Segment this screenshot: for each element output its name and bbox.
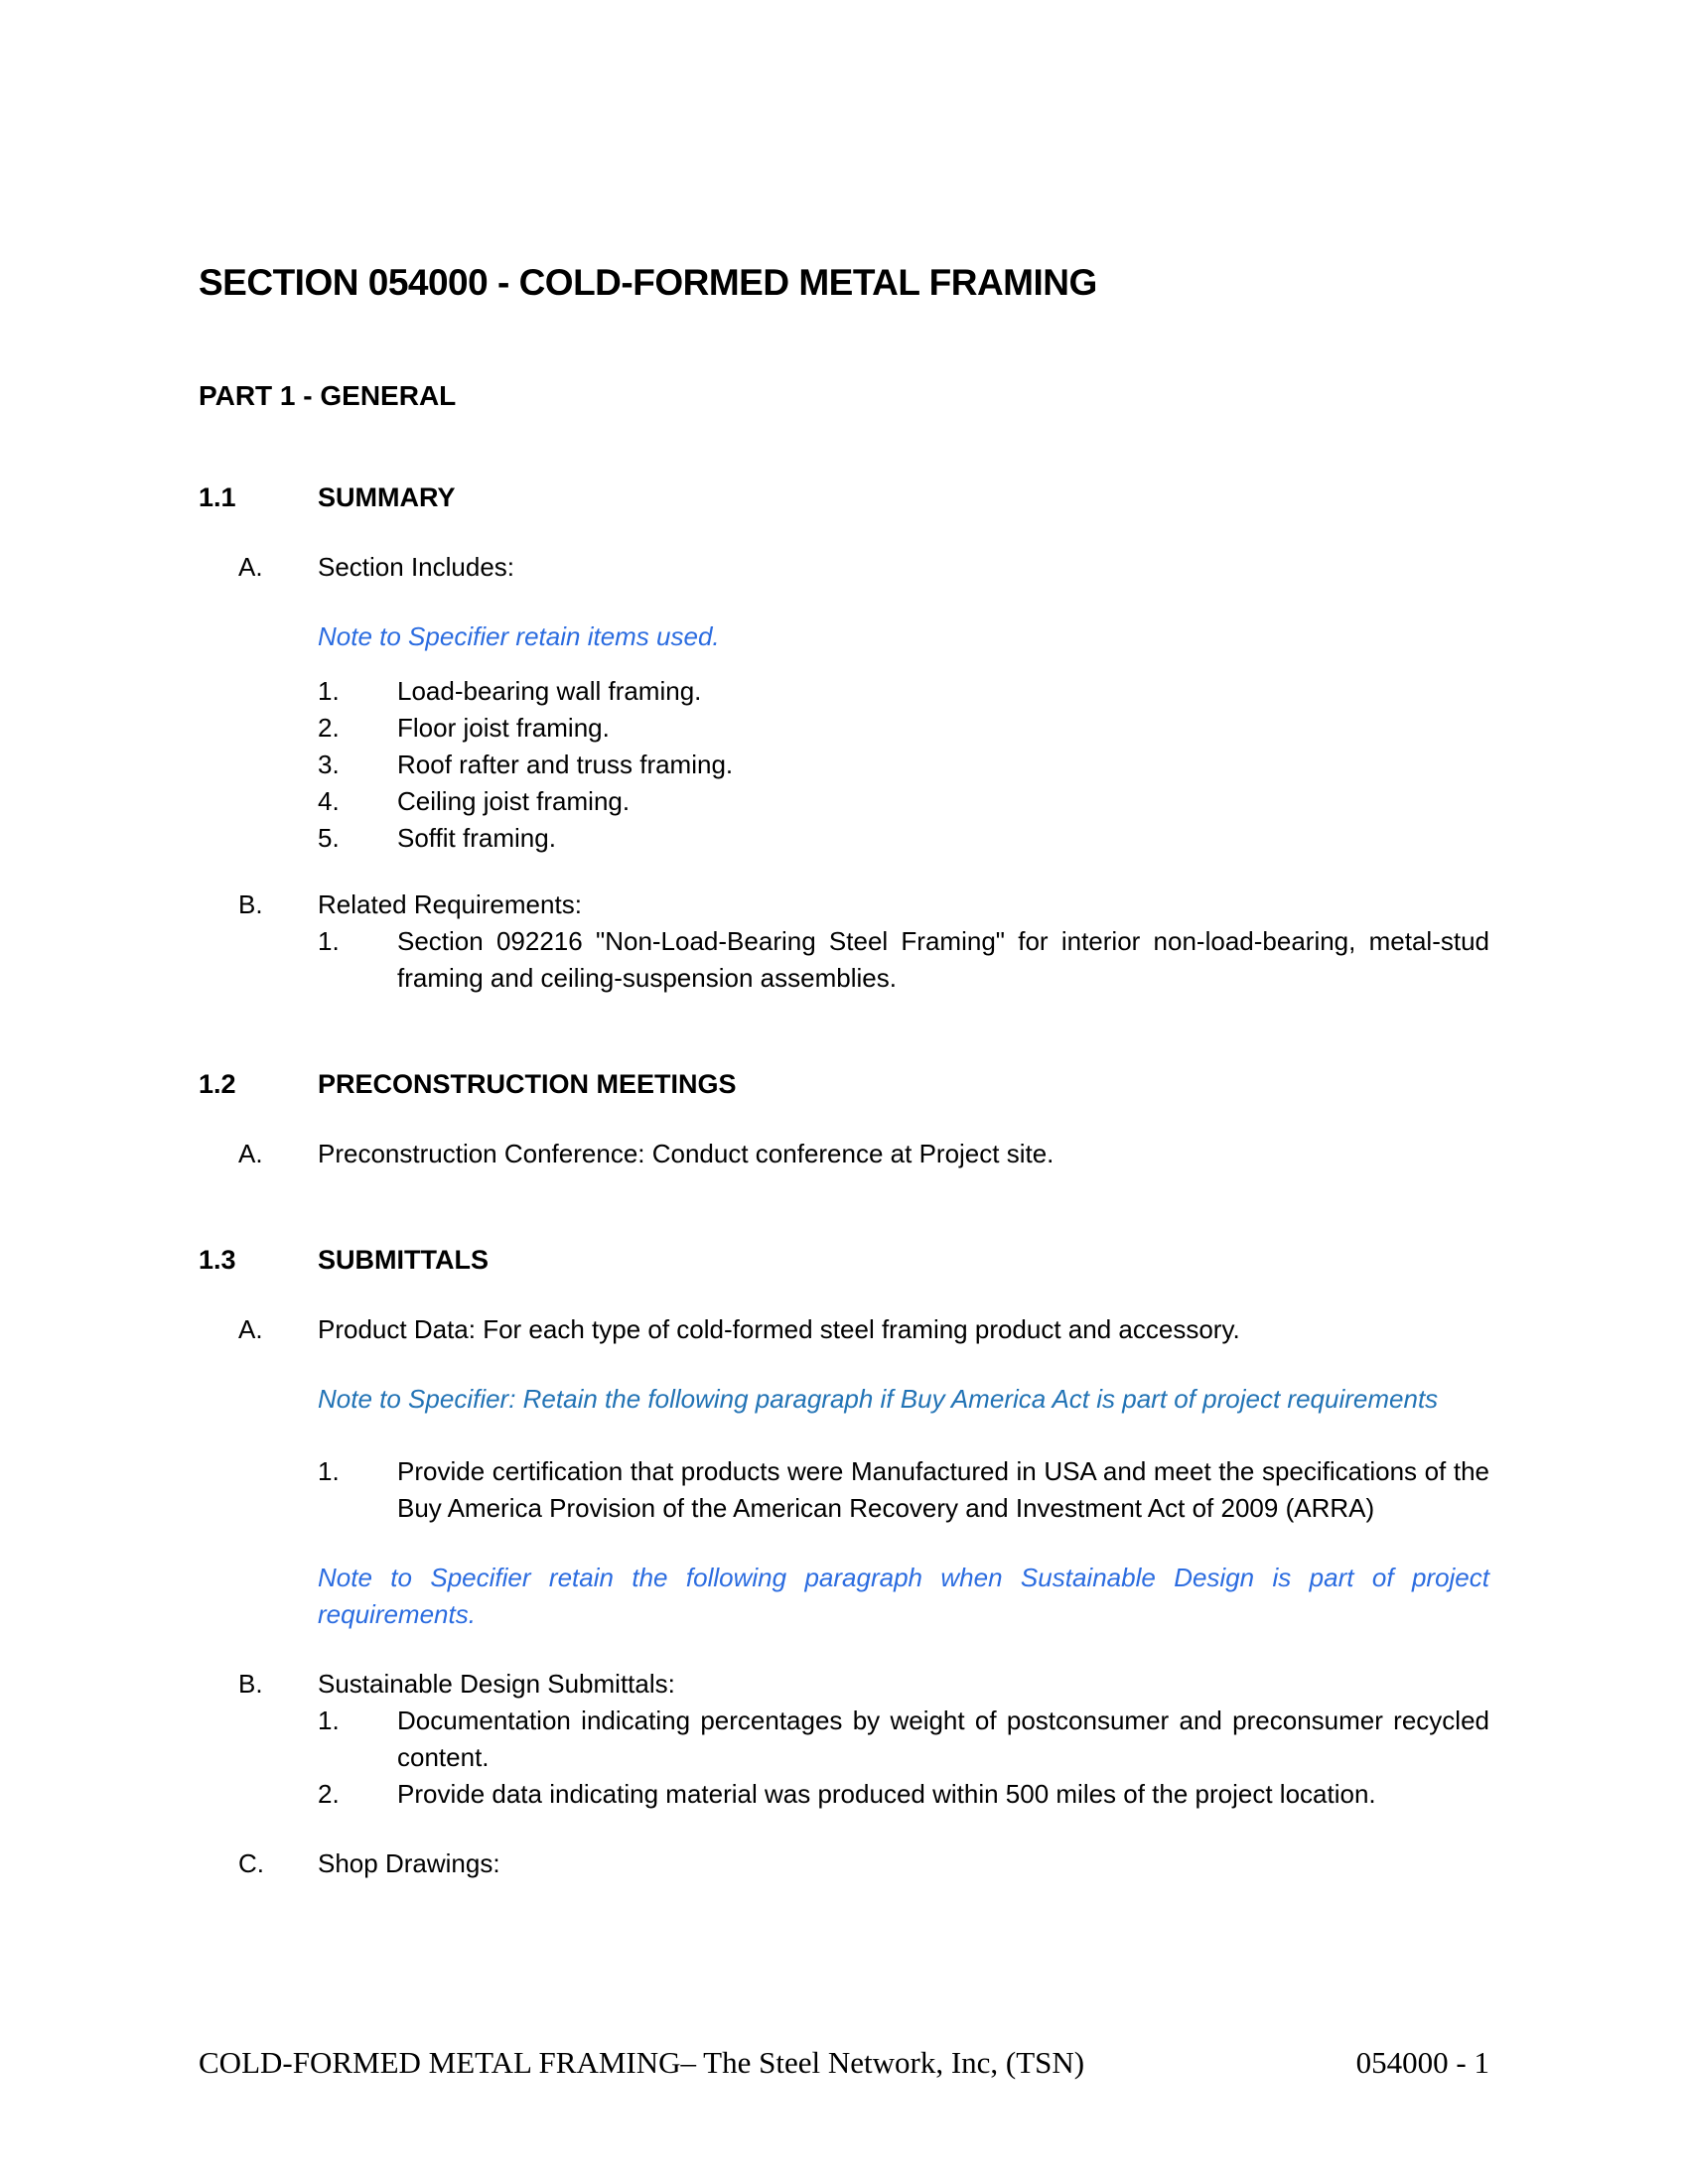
clause-label: C. <box>238 1848 264 1878</box>
section-heading-1-3 <box>199 1242 1489 1279</box>
clause-label: A. <box>238 1139 263 1168</box>
list-item-number: 2. <box>318 1779 340 1809</box>
sub-clause-1-3-a-1 <box>199 1453 1489 1527</box>
clause-1-1-b <box>199 887 1489 923</box>
list-item-text: Section 092216 "Non-Load-Bearing Steel Framing" for interior non-load-bearing, metal-stud framing and ceiling-suspension assemblies. <box>397 926 1489 993</box>
clause-1-3-a <box>199 1311 1489 1348</box>
clause-label: A. <box>238 1314 263 1344</box>
footer-page-number: 054000 - 1 <box>1355 2045 1489 2080</box>
list-item-text: Documentation indicating percentages by weight of postconsumer and preconsumer recycled content. <box>397 1706 1489 1772</box>
clause-text: Sustainable Design Submittals: <box>318 1669 675 1699</box>
section-number: 1.3 <box>199 1245 236 1275</box>
list-item <box>199 673 1489 710</box>
list-item-text: Soffit framing. <box>397 823 556 853</box>
clause-text: Section Includes: <box>318 552 515 582</box>
note-to-specifier: Note to Specifier retain items used. <box>318 621 720 651</box>
clause-text: Preconstruction Conference: Conduct conference at Project site. <box>318 1139 1055 1168</box>
list-item-text: Provide certification that products were Manufactured in USA and meet the specifications of the Buy America Provision of the American Recovery and Investment Act of 2009 (ARRA) <box>397 1456 1489 1523</box>
list-item-number: 1. <box>318 1456 340 1486</box>
document-title: SECTION 054000 - COLD-FORMED METAL FRAMING <box>199 262 1097 303</box>
clause-label: A. <box>238 552 263 582</box>
list-item-text: Floor joist framing. <box>397 713 610 743</box>
list-item-text: Provide data indicating material was produced within 500 miles of the project location. <box>397 1779 1376 1809</box>
clause-1-3-b <box>199 1666 1489 1703</box>
list-item-number: 2. <box>318 713 340 743</box>
clause-label: B. <box>238 889 263 919</box>
footer-document-name: COLD-FORMED METAL FRAMING– The Steel Network, Inc, (TSN) <box>199 2045 1085 2080</box>
clause-label: B. <box>238 1669 263 1699</box>
page-footer <box>199 2043 1489 2083</box>
section-heading-1-1 <box>199 479 1489 516</box>
clause-1-3-c <box>199 1845 1489 1882</box>
section-title: SUBMITTALS <box>318 1245 489 1275</box>
list-item-text: Ceiling joist framing. <box>397 786 631 816</box>
sub-clause-1-3-b-1 <box>199 1703 1489 1776</box>
clause-1-2-a <box>199 1136 1489 1172</box>
list-item-number: 1. <box>318 1706 340 1735</box>
sub-clause-1-1-b-1 <box>199 923 1489 997</box>
list-item-number: 1. <box>318 926 340 956</box>
list-item-text: Roof rafter and truss framing. <box>397 750 734 779</box>
part-heading: PART 1 - GENERAL <box>199 380 457 411</box>
clause-text: Related Requirements: <box>318 889 582 919</box>
note-to-specifier: Note to Specifier retain the following paragraph when Sustainable Design is part of project requirements. <box>318 1563 1489 1629</box>
list-item <box>199 710 1489 747</box>
section-heading-1-2 <box>199 1066 1489 1103</box>
clause-1-1-a <box>199 549 1489 586</box>
list-item <box>199 820 1489 857</box>
clause-text: Shop Drawings: <box>318 1848 500 1878</box>
section-number: 1.2 <box>199 1069 236 1099</box>
note-to-specifier: Note to Specifier: Retain the following paragraph if Buy America Act is part of project requirements <box>318 1384 1439 1414</box>
list-item-number: 5. <box>318 823 340 853</box>
list-item <box>199 783 1489 820</box>
clause-text: Product Data: For each type of cold-formed steel framing product and accessory. <box>318 1314 1240 1344</box>
section-number: 1.1 <box>199 482 236 512</box>
section-title: SUMMARY <box>318 482 456 512</box>
list-item-number: 1. <box>318 676 340 706</box>
list-item-text: Load-bearing wall framing. <box>397 676 702 706</box>
sub-clause-1-3-b-2 <box>199 1776 1489 1813</box>
list-item-number: 3. <box>318 750 340 779</box>
section-title: PRECONSTRUCTION MEETINGS <box>318 1069 737 1099</box>
list-item <box>199 747 1489 783</box>
list-item-number: 4. <box>318 786 340 816</box>
